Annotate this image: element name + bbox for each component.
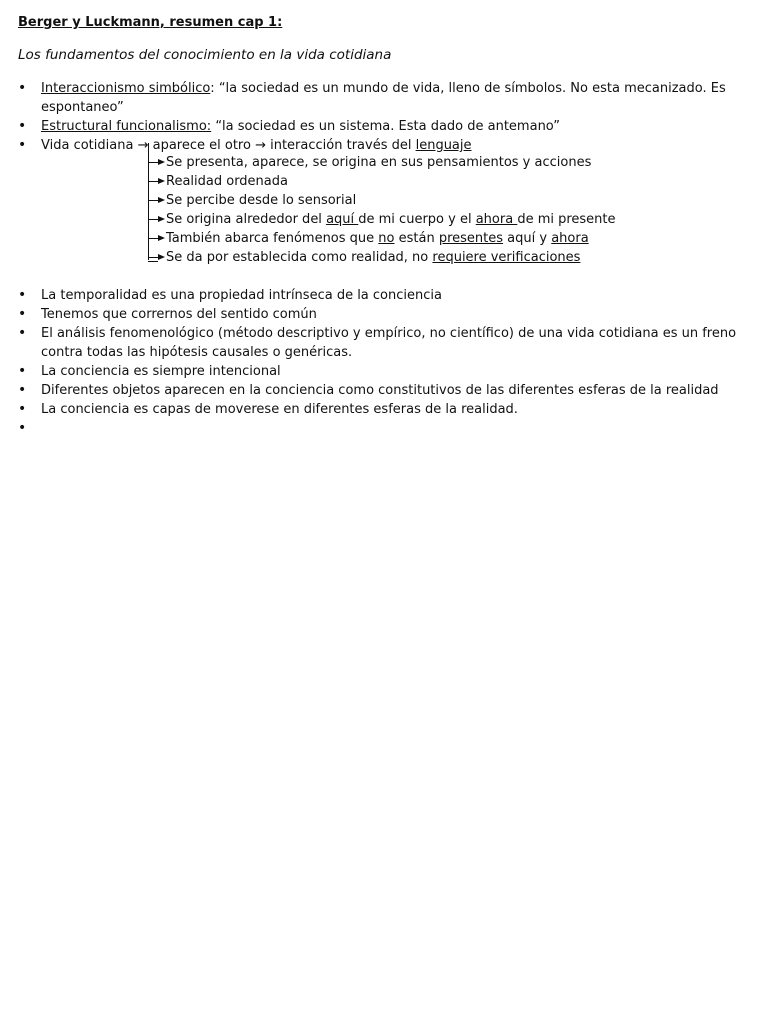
term-interaccionismo: Interaccionismo simbólico [41,81,211,96]
subline-text: de mi presente [517,212,616,227]
definition-interaccionismo: “la sociedad es un mundo de vida, lleno de símbolos. No esta mecanizado. Es espontaneo” [41,81,726,115]
subline-text: Se origina alrededor del [166,212,327,227]
subline-text: están [394,231,439,246]
bullet-list-main [18,79,753,155]
list-item: • Tenemos que corrernos del sentido común [18,305,753,324]
subline-text: Se presenta, aparece, se origina en sus pensamientos y acciones [166,155,592,170]
arrow-head-icon [158,216,165,222]
list-item: • La conciencia es siempre intencional [18,362,753,381]
right-arrow-icon: → [137,138,149,153]
subline-text: aquí y [503,231,552,246]
subline-item [146,191,706,210]
subline-text: Se percibe desde lo sensorial [166,193,357,208]
list-item: • El análisis fenomenológico (método descriptivo y empírico, no científico) de una vida cotidiana es un freno contra todas las hipótesis causales o genéricas. [18,324,753,362]
arrow-head-icon [158,159,165,165]
subline-text-underlined: aquí [326,212,359,227]
document-subtitle: Los fundamentos del conocimiento en la vida cotidiana [18,47,392,63]
text-interaccion: interacción través del [265,138,416,153]
term-vida-cotidiana: Vida cotidiana [41,138,138,153]
list-item: • La temporalidad es una propiedad intrínseca de la conciencia [18,286,753,305]
document-title: Berger y Luckmann, resumen cap 1: [18,15,283,30]
bullet-list-secondary [18,286,753,438]
text-lenguaje: lenguaje [415,138,472,153]
text-aparece-otro: aparece el otro [148,138,256,153]
list-item-interaccionismo [18,79,753,117]
subline-text: Realidad ordenada [166,174,288,189]
subline-text-underlined: ahora [551,231,589,246]
right-arrow-icon: → [255,138,266,153]
term-colon: : [210,81,215,96]
subline-text: También abarca fenómenos que [166,231,379,246]
term-estructural: Estructural funcionalismo: [41,119,212,134]
arrow-head-icon [158,178,165,184]
subline-item [146,248,706,267]
subline-text-underlined: no [378,231,395,246]
list-item: • Diferentes objetos aparecen en la conciencia como constitutivos de las diferentes esferas de la realidad [18,381,753,400]
subline-text: Se da por establecida como realidad, no [166,250,433,265]
subline-text-underlined: ahora [475,212,518,227]
list-item-estructural [18,117,753,136]
subline-item [146,172,706,191]
vida-cotidiana-sublist [146,153,706,267]
subline-text-underlined: presentes [438,231,504,246]
list-item-empty [18,419,753,438]
list-item: • La conciencia es capas de moverese en diferentes esferas de la realidad. [18,400,753,419]
subline-item [146,229,706,248]
subline-text: de mi cuerpo y el [358,212,476,227]
subline-item [146,153,706,172]
subline-text-underlined: requiere verificaciones [432,250,581,265]
arrow-head-icon [158,254,165,260]
subline-item [146,210,706,229]
arrow-head-icon [158,197,165,203]
definition-estructural: “la sociedad es un sistema. Esta dado de antemano” [211,119,561,134]
arrow-head-icon [158,235,165,241]
